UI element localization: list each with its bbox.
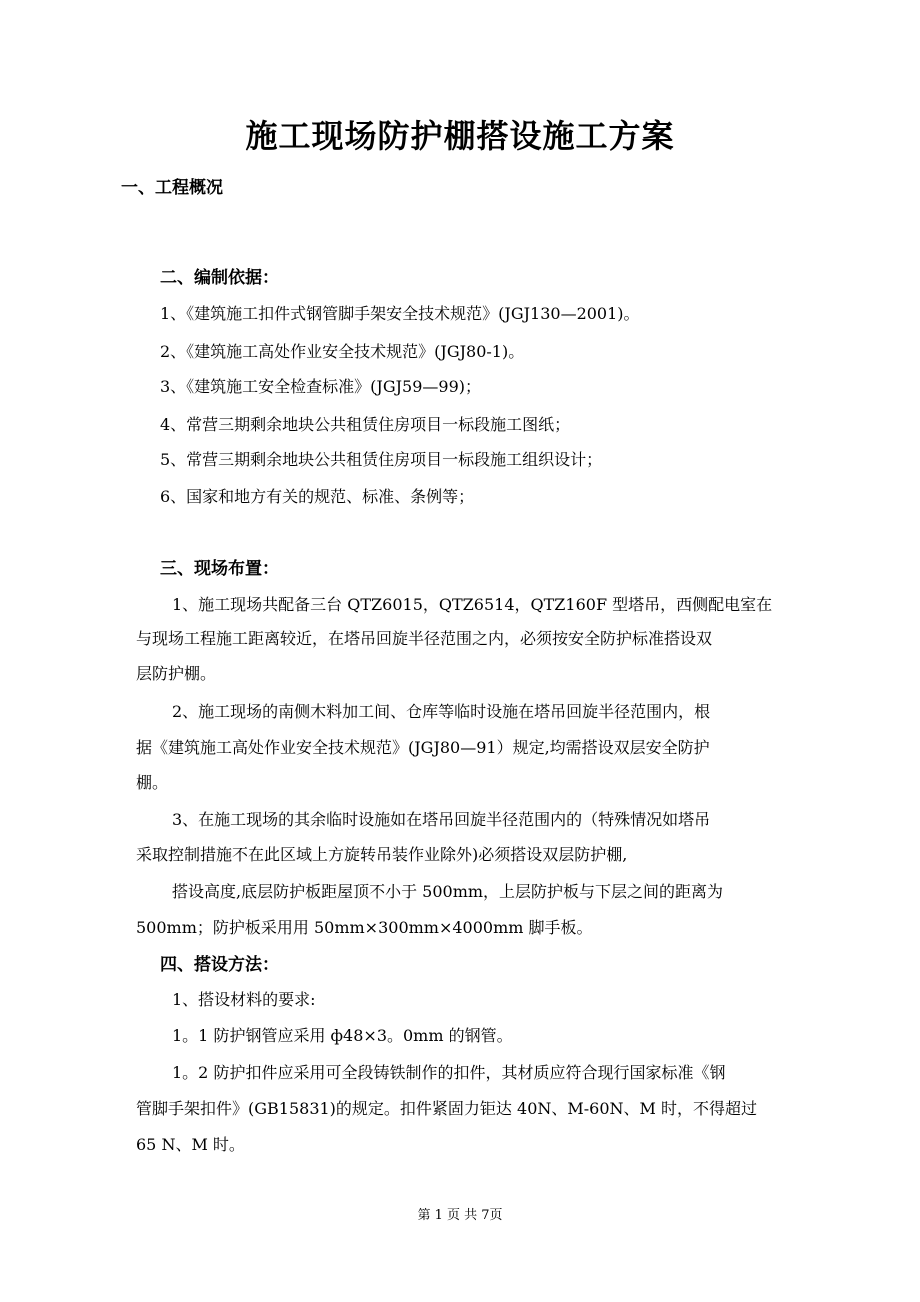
basis-item: 4、常营三期剩余地块公共租赁住房项目一标段施工图纸； bbox=[160, 415, 571, 434]
basis-item: 1、《建筑施工扣件式钢管脚手架安全技术规范》(JGJ130—2001)。 bbox=[160, 304, 640, 323]
basis-item: 2、《建筑施工高处作业安全技术规范》(JGJ80-1)。 bbox=[160, 342, 525, 361]
paragraph-line: 65 N、M 时。 bbox=[136, 1135, 245, 1154]
page-footer: 第 1 页 共 7页 bbox=[417, 1208, 503, 1223]
section-heading-method: 四、搭设方法： bbox=[160, 955, 279, 975]
document-title: 施工现场防护棚搭设施工方案 bbox=[245, 117, 675, 155]
paragraph-line: 管脚手架扣件》(GB15831)的规定。扣件紧固力钜达 40N、M-60N、M 时，不得超过 bbox=[136, 1099, 757, 1118]
paragraph-line: 1。2 防护扣件应采用可全段铸铁制作的扣件，其材质应符合现行国家标准《钢 bbox=[172, 1063, 726, 1082]
basis-item: 5、常营三期剩余地块公共租赁住房项目一标段施工组织设计； bbox=[160, 450, 603, 469]
paragraph-line: 1、施工现场共配备三台 QTZ6015，QTZ6514，QTZ160F 型塔吊，西侧配电室在 bbox=[172, 595, 773, 614]
paragraph-line: 与现场工程施工距离较近，在塔吊回旋半径范围之内，必须按安全防护标准搭设双 bbox=[136, 629, 713, 648]
basis-item: 6、国家和地方有关的规范、标准、条例等； bbox=[160, 487, 475, 506]
paragraph-line: 3、在施工现场的其余临时设施如在塔吊回旋半径范围内的（特殊情况如塔吊 bbox=[172, 810, 711, 829]
paragraph-line: 2、施工现场的南侧木料加工间、仓库等临时设施在塔吊回旋半径范围内，根 bbox=[172, 702, 711, 721]
paragraph-line: 层防护棚。 bbox=[136, 664, 217, 683]
paragraph-line: 采取控制措施不在此区域上方旋转吊装作业除外)必须搭设双层防护棚, bbox=[136, 845, 628, 864]
paragraph-line: 1、搭设材料的要求: bbox=[172, 990, 316, 1009]
paragraph-line: 棚。 bbox=[136, 773, 169, 792]
section-heading-layout: 三、现场布置： bbox=[160, 559, 279, 579]
paragraph-line: 500mm；防护板采用用 50mm×300mm×4000mm 脚手板。 bbox=[136, 918, 593, 937]
section-heading-basis: 二、编制依据： bbox=[160, 268, 279, 288]
paragraph-line: 1。1 防护钢管应采用 ф48×3。0mm 的钢管。 bbox=[172, 1026, 513, 1045]
paragraph-line: 搭设高度,底层防护板距屋顶不小于 500mm，上层防护板与下层之间的距离为 bbox=[172, 882, 724, 901]
section-heading-overview: 一、工程概况 bbox=[121, 178, 223, 198]
basis-item: 3、《建筑施工安全检查标准》(JGJ59—99)； bbox=[160, 377, 481, 396]
paragraph-line: 据《建筑施工高处作业安全技术规范》(JGJ80—91）规定,均需搭设双层安全防护 bbox=[136, 738, 710, 757]
